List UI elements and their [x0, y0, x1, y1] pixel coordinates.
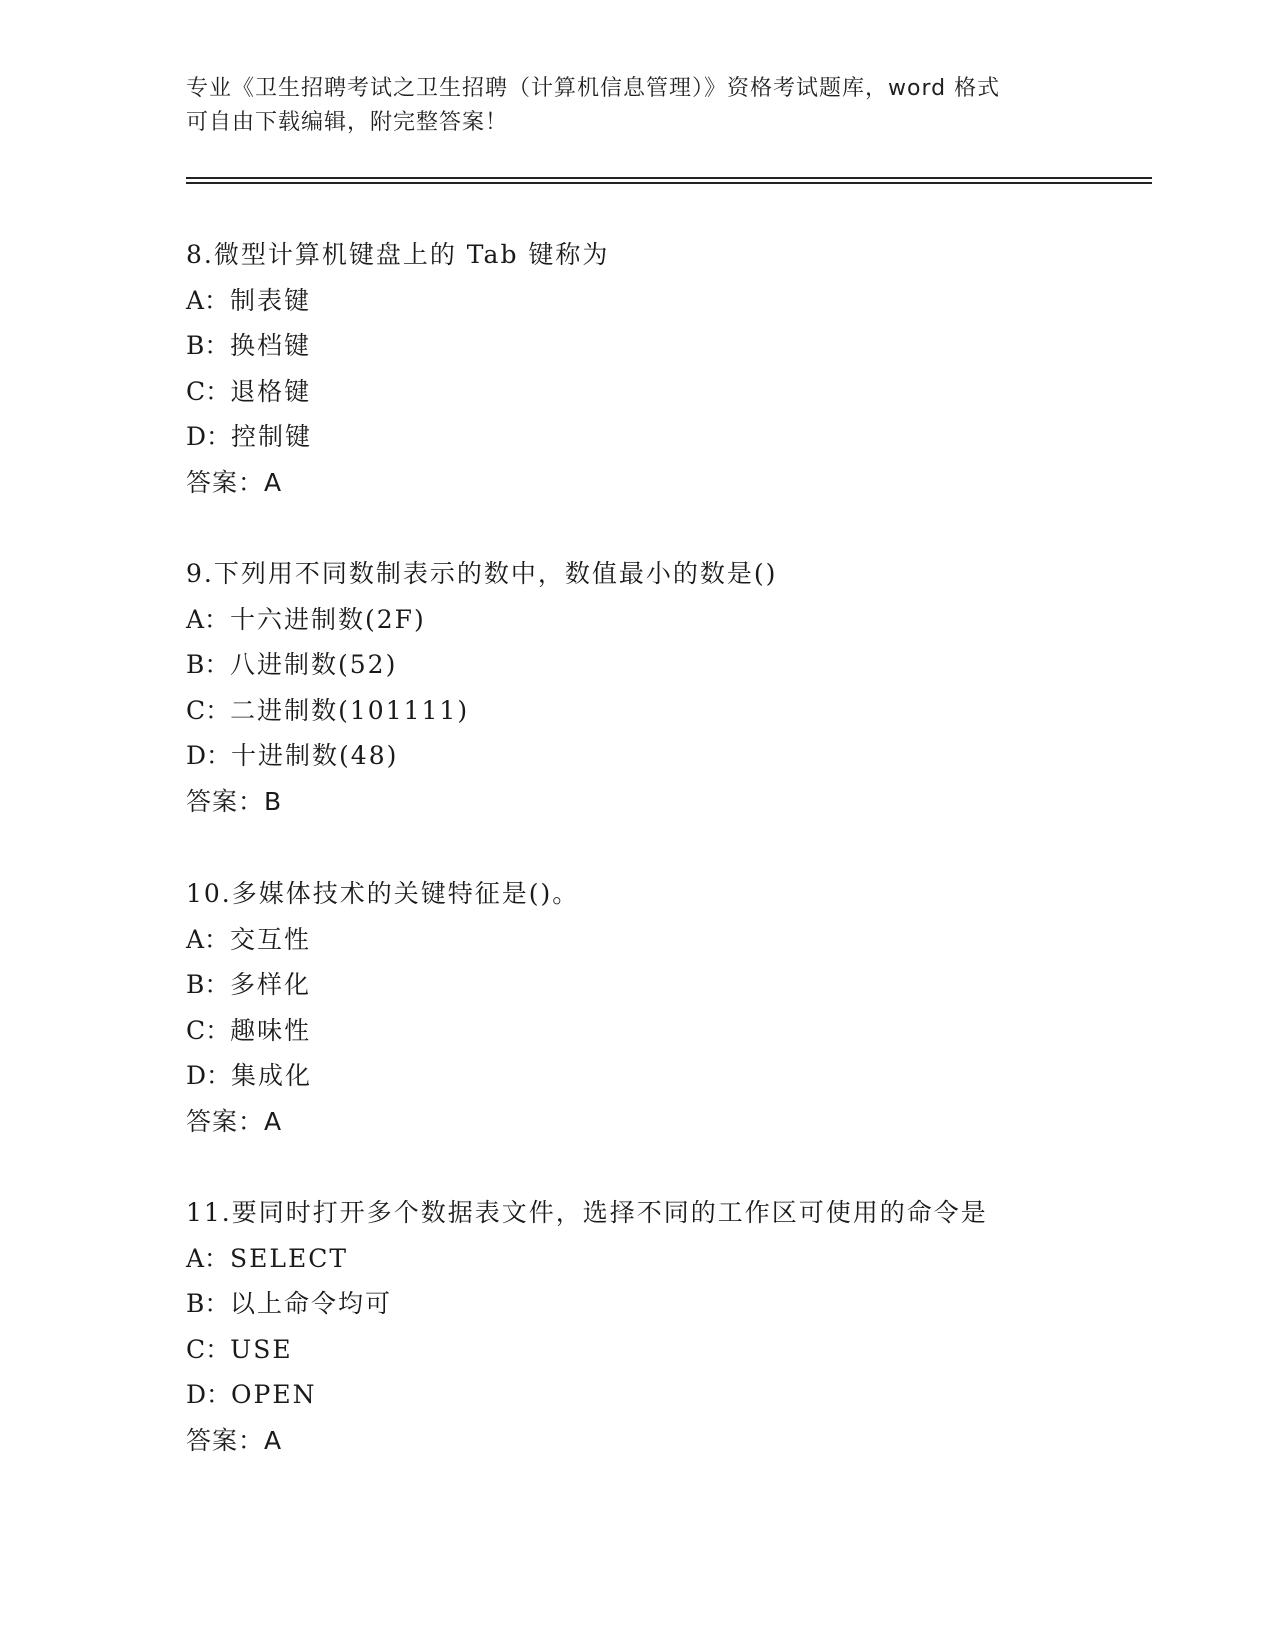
question-8 — [186, 232, 1146, 505]
header-line-2: 可自由下载编辑，附完整答案！ — [186, 110, 509, 135]
option-letter: A： — [186, 924, 230, 954]
option-text: 八进制数(52) — [230, 650, 398, 679]
option-text: 趣味性 — [230, 1015, 312, 1045]
option-letter: D： — [186, 1061, 232, 1090]
option-text: USE — [230, 1334, 293, 1364]
option-text: 十六进制数(2F) — [230, 604, 426, 634]
option-letter: B： — [186, 970, 230, 999]
option-text: 控制键 — [231, 422, 313, 451]
option-a — [186, 597, 1146, 643]
answer-line: 答案：A — [186, 1425, 283, 1455]
option-letter: C： — [186, 695, 231, 725]
answer-line: 答案：A — [186, 1106, 283, 1136]
option-a — [186, 917, 1146, 963]
option-c — [186, 1008, 1146, 1054]
option-b — [186, 323, 1146, 369]
option-letter: C： — [186, 1334, 231, 1364]
option-b — [186, 1281, 1146, 1327]
option-c — [186, 688, 1146, 734]
option-d — [186, 1053, 1146, 1099]
option-d — [186, 733, 1146, 779]
question-title: 10.多媒体技术的关键特征是()。 — [186, 879, 580, 908]
option-b — [186, 642, 1146, 688]
question-9 — [186, 551, 1146, 824]
option-letter: B： — [186, 1289, 230, 1318]
option-text: 退格键 — [230, 376, 312, 406]
option-letter: D： — [186, 1380, 232, 1409]
option-text: 交互性 — [230, 924, 312, 954]
option-text: 换档键 — [230, 331, 312, 360]
question-title: 9.下列用不同数制表示的数中，数值最小的数是() — [186, 559, 778, 588]
option-text: 二进制数(101111) — [230, 695, 470, 725]
option-text: 多样化 — [230, 970, 312, 999]
option-text: 制表键 — [230, 285, 312, 315]
option-a — [186, 1236, 1146, 1282]
option-text: 十进制数(48) — [231, 741, 399, 770]
document-header — [186, 72, 1076, 140]
option-text: 以上命令均可 — [230, 1289, 393, 1318]
answer-line: 答案：A — [186, 467, 283, 497]
option-letter: D： — [186, 741, 232, 770]
header-line-1: 专业《卫生招聘考试之卫生招聘（计算机信息管理）》资格考试题库，word 格式 — [186, 76, 1001, 101]
question-11 — [186, 1190, 1146, 1463]
option-letter: A： — [186, 604, 230, 634]
option-c — [186, 369, 1146, 415]
question-10 — [186, 871, 1146, 1144]
answer-line: 答案：B — [186, 786, 283, 816]
option-letter: B： — [186, 650, 230, 679]
option-letter: A： — [186, 285, 230, 315]
option-letter: C： — [186, 1015, 231, 1045]
option-text: 集成化 — [231, 1061, 313, 1090]
option-d — [186, 1372, 1146, 1418]
question-title: 8.微型计算机键盘上的 Tab 键称为 — [186, 240, 610, 269]
option-letter: C： — [186, 376, 231, 406]
option-c — [186, 1327, 1146, 1373]
option-d — [186, 414, 1146, 460]
option-letter: D： — [186, 422, 232, 451]
question-title: 11.要同时打开多个数据表文件，选择不同的工作区可使用的命令是 — [186, 1198, 988, 1227]
option-a — [186, 278, 1146, 324]
header-divider-top — [186, 177, 1152, 179]
option-text: SELECT — [230, 1243, 349, 1273]
option-letter: B： — [186, 331, 230, 360]
header-divider-bottom — [186, 182, 1152, 184]
option-letter: A： — [186, 1243, 230, 1273]
option-b — [186, 962, 1146, 1008]
option-text: OPEN — [231, 1380, 317, 1409]
